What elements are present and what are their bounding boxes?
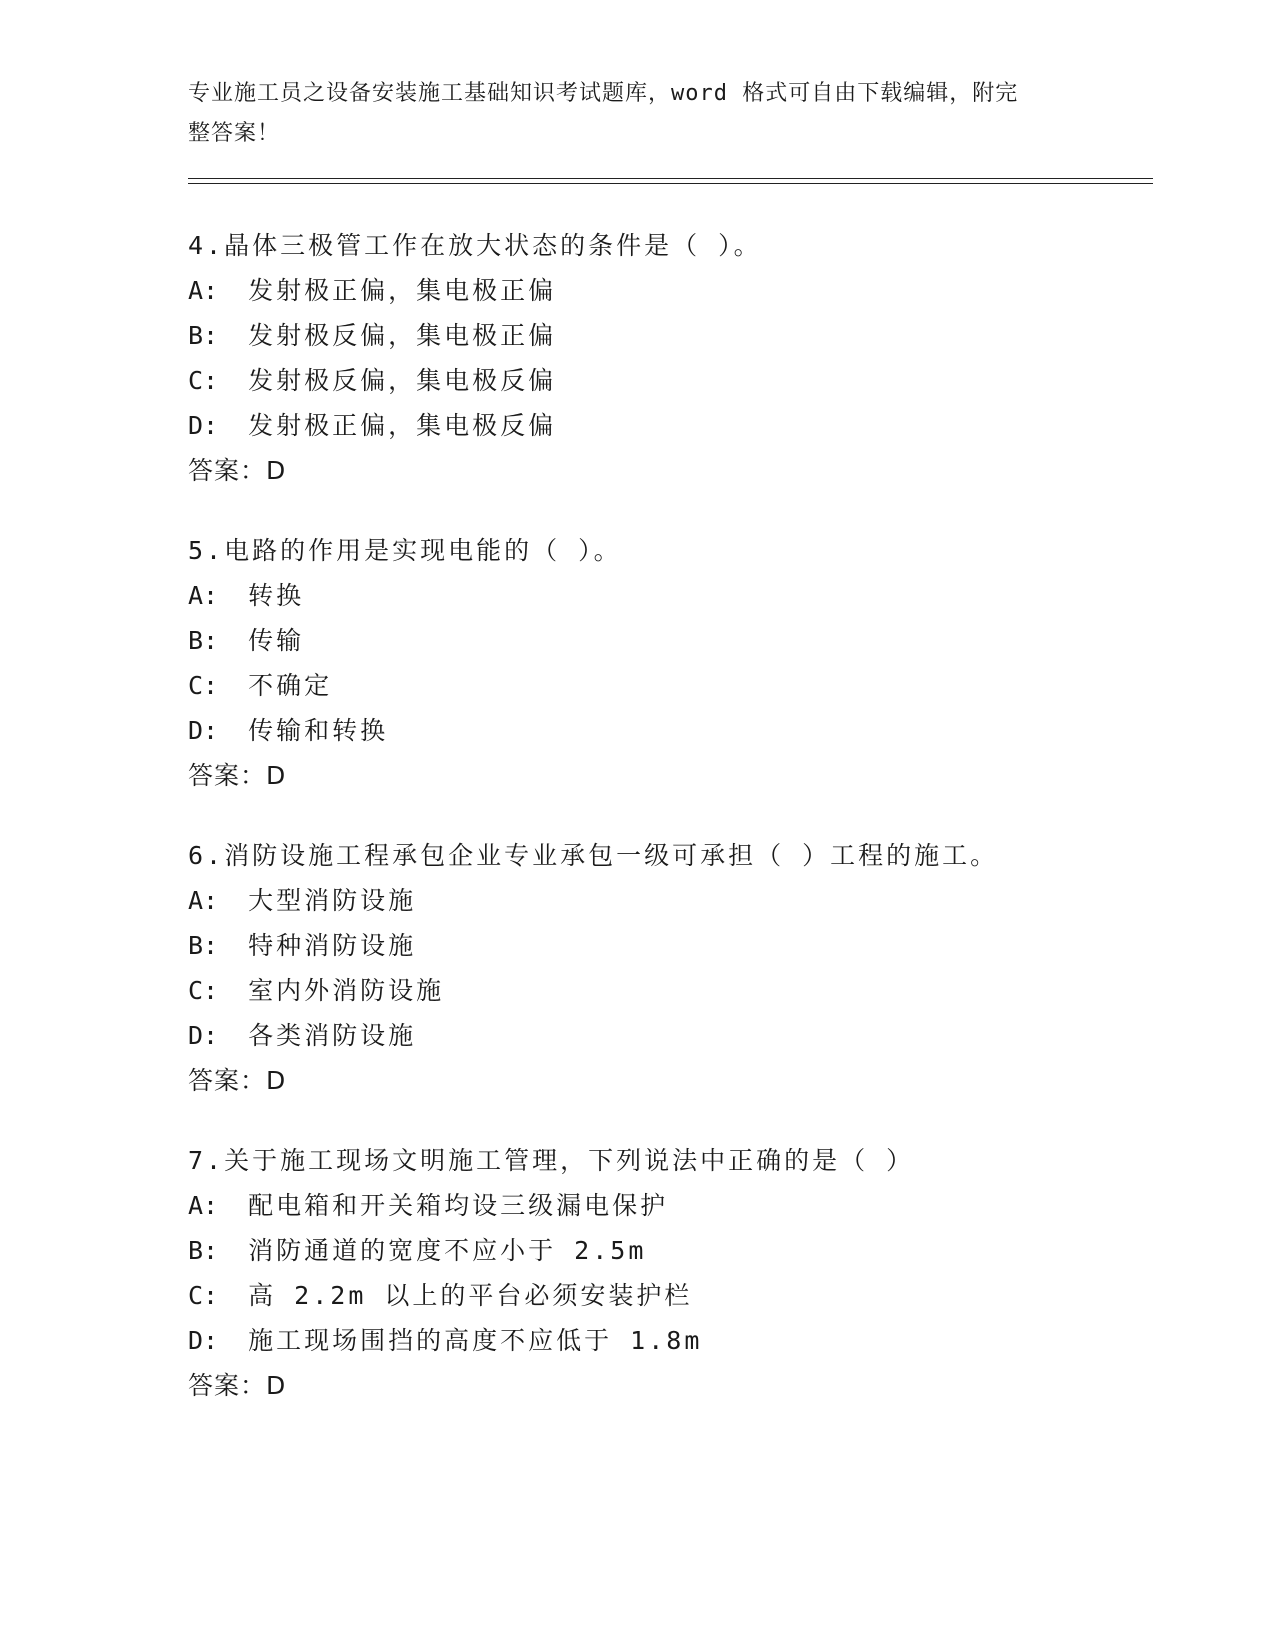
option-text: 发射极正偏，集电极反偏 bbox=[248, 411, 557, 440]
option-text: 发射极反偏，集电极正偏 bbox=[248, 321, 557, 350]
option-letter: D: bbox=[188, 1021, 219, 1050]
option-text: 发射极正偏，集电极正偏 bbox=[248, 276, 557, 305]
option-letter: D: bbox=[188, 1326, 219, 1355]
question-7 bbox=[188, 1138, 1153, 1408]
option-b bbox=[188, 1228, 1153, 1273]
option-text: 特种消防设施 bbox=[248, 931, 417, 960]
option-letter: B: bbox=[188, 1236, 219, 1265]
option-text: 不确定 bbox=[248, 671, 333, 700]
option-text: 传输和转换 bbox=[248, 716, 389, 745]
answer-line: 答案：D bbox=[188, 1066, 287, 1095]
option-letter: D: bbox=[188, 411, 219, 440]
option-letter: C: bbox=[188, 671, 219, 700]
header-line-1: 专业施工员之设备安装施工基础知识考试题库，word 格式可自由下载编辑，附完 bbox=[188, 81, 1019, 106]
option-a bbox=[188, 878, 1153, 923]
option-b bbox=[188, 618, 1153, 663]
option-letter: B: bbox=[188, 626, 219, 655]
option-letter: A: bbox=[188, 276, 219, 305]
option-a bbox=[188, 268, 1153, 313]
document-header bbox=[188, 74, 1068, 154]
option-letter: C: bbox=[188, 976, 219, 1005]
question-6 bbox=[188, 833, 1153, 1103]
question-4 bbox=[188, 223, 1153, 493]
answer-line: 答案：D bbox=[188, 456, 287, 485]
option-text: 消防通道的宽度不应小于 2.5m bbox=[248, 1236, 647, 1265]
option-a bbox=[188, 1183, 1153, 1228]
option-d bbox=[188, 708, 1153, 753]
option-text: 发射极反偏，集电极反偏 bbox=[248, 366, 557, 395]
option-a bbox=[188, 573, 1153, 618]
document-page bbox=[188, 0, 1153, 1650]
option-letter: A: bbox=[188, 581, 219, 610]
option-b bbox=[188, 923, 1153, 968]
option-text: 室内外消防设施 bbox=[248, 976, 445, 1005]
option-letter: A: bbox=[188, 886, 219, 915]
option-text: 各类消防设施 bbox=[248, 1021, 417, 1050]
option-c bbox=[188, 358, 1153, 403]
option-letter: C: bbox=[188, 366, 219, 395]
option-c bbox=[188, 663, 1153, 708]
option-text: 传输 bbox=[248, 626, 305, 655]
option-letter: A: bbox=[188, 1191, 219, 1220]
option-d bbox=[188, 1013, 1153, 1058]
question-stem: 7.关于施工现场文明施工管理，下列说法中正确的是（ ） bbox=[188, 1146, 915, 1175]
option-d bbox=[188, 1318, 1153, 1363]
header-line-2: 整答案！ bbox=[188, 121, 281, 146]
option-d bbox=[188, 403, 1153, 448]
answer-line: 答案：D bbox=[188, 1371, 287, 1400]
question-5 bbox=[188, 528, 1153, 798]
option-letter: B: bbox=[188, 931, 219, 960]
option-letter: B: bbox=[188, 321, 219, 350]
option-text: 配电箱和开关箱均设三级漏电保护 bbox=[248, 1191, 669, 1220]
option-c bbox=[188, 1273, 1153, 1318]
question-stem: 6.消防设施工程承包企业专业承包一级可承担（ ）工程的施工。 bbox=[188, 841, 999, 870]
option-text: 转换 bbox=[248, 581, 305, 610]
option-letter: C: bbox=[188, 1281, 219, 1310]
option-letter: D: bbox=[188, 716, 219, 745]
option-text: 大型消防设施 bbox=[248, 886, 417, 915]
question-stem: 5.电路的作用是实现电能的（ ）。 bbox=[188, 536, 622, 565]
option-text: 施工现场围挡的高度不应低于 1.8m bbox=[248, 1326, 703, 1355]
option-text: 高 2.2m 以上的平台必须安装护栏 bbox=[248, 1281, 693, 1310]
option-c bbox=[188, 968, 1153, 1013]
option-b bbox=[188, 313, 1153, 358]
question-stem: 4.晶体三极管工作在放大状态的条件是（ ）。 bbox=[188, 231, 762, 260]
header-divider bbox=[188, 178, 1153, 184]
answer-line: 答案：D bbox=[188, 761, 287, 790]
